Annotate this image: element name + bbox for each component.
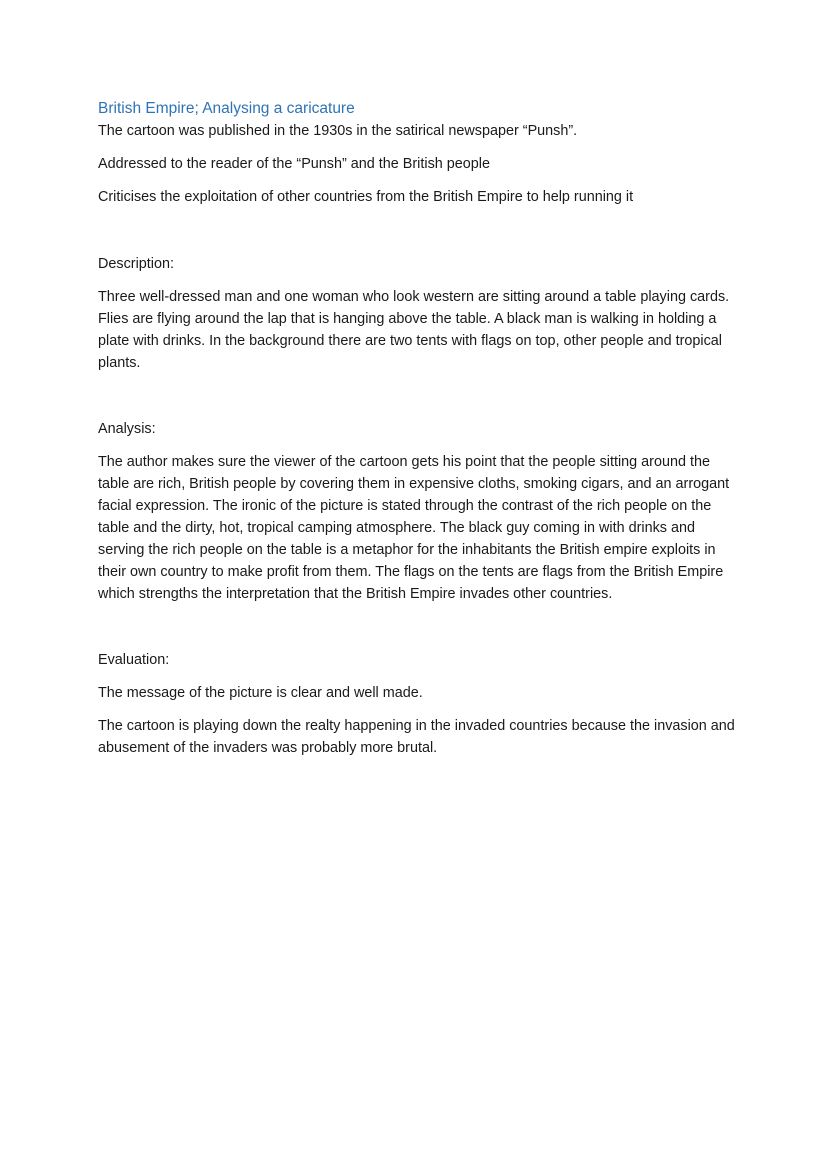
- analysis-heading: Analysis:: [98, 421, 156, 437]
- analysis-text: The author makes sure the viewer of the cartoon gets his point that the people sitting around the table are rich, British people by covering them in expensive cloths, smoking cigars, and an arrogant facial expression. The ironic of the picture is stated through the contrast of the rich people on the table and the dirty, hot, tropical camping atmosphere. The black guy coming in with drinks and serving the rich people on the table is a metaphor for the inhabitants the British empire exploits in their own country to make profit from them. The flags on the tents are flags from the British Empire which strengths the interpretation that the British Empire invades other countries.: [98, 454, 730, 602]
- description-text: Three well-dressed man and one woman who look western are sitting around a table playing cards. Flies are flying around the lap that is hanging above the table. A black man is walking in holding a plate with drinks. In the background there are two tents with flags on top, other people and tropical plants.: [98, 289, 730, 371]
- description-heading: Description:: [98, 256, 174, 272]
- intro-criticism: Criticises the exploitation of other countries from the British Empire to help running it: [98, 189, 634, 205]
- evaluation-paragraph: The message of the picture is clear and well made.: [98, 685, 423, 701]
- document-title: British Empire; Analysing a caricature: [98, 100, 355, 117]
- evaluation-heading: Evaluation:: [98, 652, 170, 668]
- document-page: [98, 98, 738, 759]
- intro-publication: The cartoon was published in the 1930s in the satirical newspaper “Punsh”.: [98, 123, 578, 139]
- evaluation-paragraph: The cartoon is playing down the realty happening in the invaded countries because the invasion and abusement of the invaders was probably more brutal.: [98, 718, 735, 756]
- intro-audience: Addressed to the reader of the “Punsh” and the British people: [98, 156, 490, 172]
